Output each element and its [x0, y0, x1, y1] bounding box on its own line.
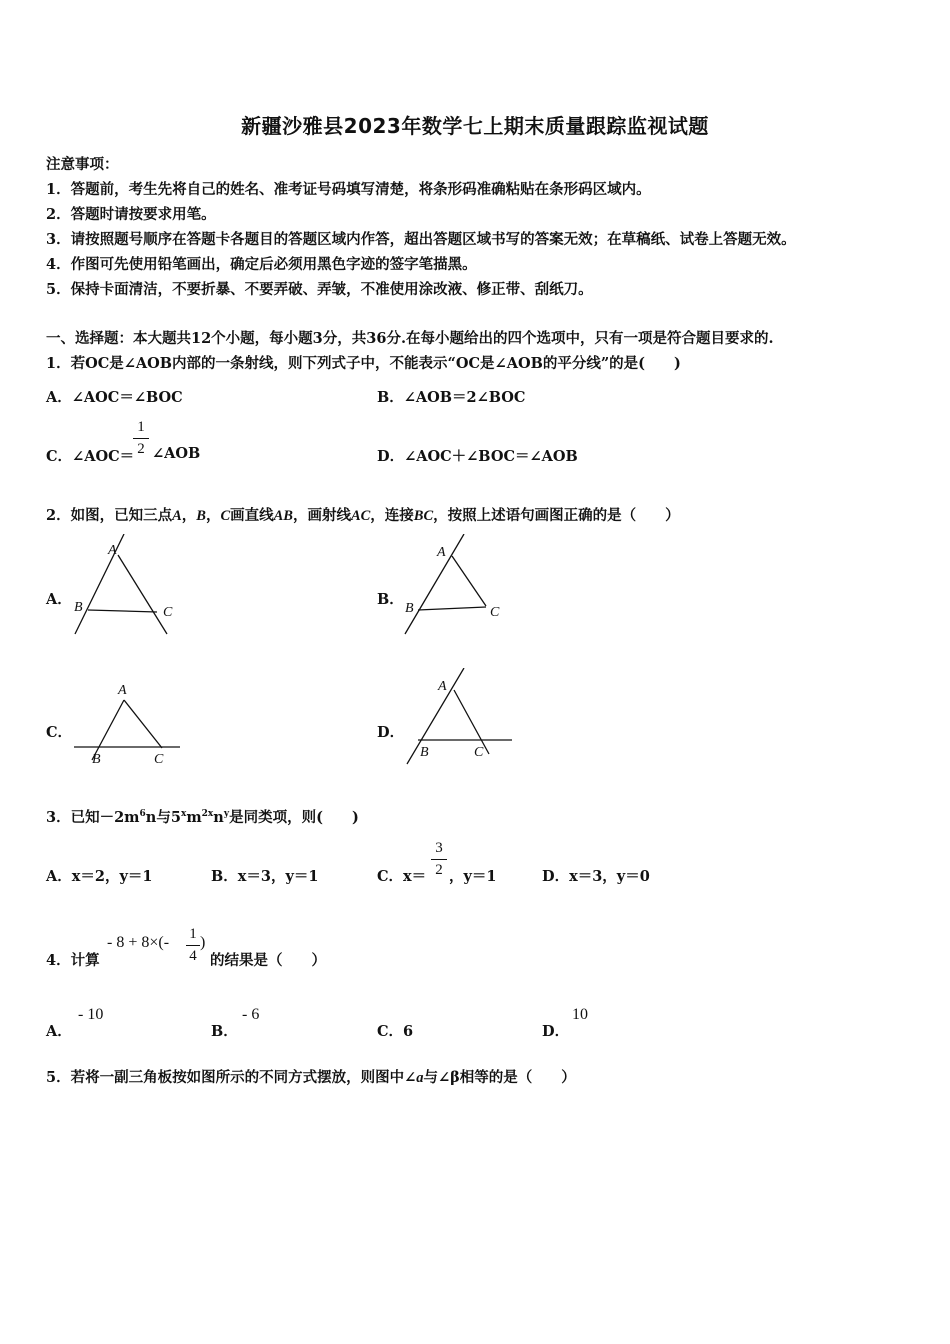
label-b: B: [74, 600, 83, 615]
q2-figure-b: [400, 534, 510, 638]
q3-option-d: D．x＝3，y＝0: [542, 868, 650, 885]
q3-option-c-fraction: [431, 840, 447, 879]
fraction-numerator: 3: [435, 840, 443, 856]
section-heading: 一、选择题：本大题共12个小题，每小题3分，共36分.在每小题给出的四个选项中，只有一项是符合题目要求的.: [46, 330, 774, 347]
notice-item: 1．答题前，考生先将自己的姓名、准考证号码填写清楚，将条形码准确粘贴在条形码区域内。: [46, 181, 651, 198]
fraction-denominator: 4: [189, 948, 197, 964]
q4-option-b-label: B．: [211, 1023, 238, 1040]
q4-close-paren: ): [200, 934, 206, 951]
fraction-bar: [186, 945, 200, 946]
q1-option-c-fraction: [133, 419, 149, 458]
label-c: C: [163, 605, 173, 620]
notice-heading: 注意事项：: [46, 156, 119, 173]
label-a: A: [118, 683, 127, 698]
q4-option-c: C．6: [377, 1023, 414, 1040]
q3-stem: [46, 806, 359, 827]
fraction-numerator: 1: [137, 419, 145, 435]
q5-stem-text: 5．若将一副三角板按如图所示的不同方式摆放，则图中∠: [46, 1069, 417, 1086]
label-a: A: [438, 679, 447, 694]
page-title: 新疆沙雅县2023年数学七上期末质量跟踪监视试题: [241, 114, 709, 138]
q3-stem-text: n与5: [145, 809, 181, 826]
q2-stem-text: ，画射线: [292, 507, 351, 524]
q5-stem: [46, 1066, 576, 1087]
q2-point-a: A: [172, 508, 182, 524]
q3-stem-text: 是同类项，则( ): [229, 809, 359, 826]
q2-option-c-label: C．: [46, 724, 73, 741]
q3-stem-text: 3．已知－2m: [46, 809, 140, 826]
q1-option-b: B．∠AOB＝2∠BOC: [377, 389, 526, 406]
q4-option-d-label: D．: [542, 1023, 570, 1040]
q4-expression: - 8 + 8×(-: [107, 934, 170, 951]
q3-option-c-prefix: C．x＝: [377, 868, 427, 885]
q2-point-b: B: [196, 508, 206, 524]
q2-figure-d: [402, 668, 516, 768]
q3-stem-text: n: [213, 809, 224, 826]
fraction-denominator: 2: [137, 441, 145, 457]
q2-segment-bc: BC: [413, 508, 434, 524]
q2-option-d-label: D．: [377, 724, 405, 741]
notice-item: 3．请按照题号顺序在答题卡各题目的答题区域内作答，超出答题区域书写的答案无效；在草稿纸、试卷上答题无效。: [46, 231, 796, 248]
label-a: A: [437, 545, 446, 560]
q2-figure-a: [66, 534, 186, 638]
q2-stem: [46, 504, 680, 525]
q3-exponent: x: [180, 809, 187, 820]
label-c: C: [474, 745, 484, 760]
label-b: B: [405, 601, 414, 616]
label-b: B: [420, 745, 429, 760]
notice-item: 5．保持卡面清洁，不要折暴、不要弄破、弄皱，不准使用涂改液、修正带、刮纸刀。: [46, 281, 593, 298]
q2-option-b-label: B．: [377, 591, 404, 608]
q1-option-c-prefix: C．∠AOC＝: [46, 448, 135, 465]
q4-option-a-value: - 10: [78, 1006, 104, 1023]
q1-option-d: D．∠AOC＋∠BOC＝∠AOB: [377, 448, 578, 465]
q4-prefix: 4．计算: [46, 952, 100, 969]
label-c: C: [490, 605, 500, 620]
fraction-bar: [133, 438, 149, 439]
q2-stem-text: 2．如图，已知三点: [46, 507, 173, 524]
fraction-bar: [431, 859, 447, 860]
q3-exponent: 2x: [201, 809, 214, 820]
notice-item: 2．答题时请按要求用笔。: [46, 206, 216, 223]
q2-separator: ，: [205, 507, 221, 524]
label-a: A: [108, 543, 117, 558]
q3-stem-text: m: [186, 809, 202, 826]
q2-stem-text: ，连接: [370, 507, 414, 524]
q3-exponent: y: [223, 809, 230, 820]
q2-ray-ac: AC: [350, 508, 371, 524]
fraction-denominator: 2: [435, 862, 443, 878]
label-c: C: [154, 752, 164, 767]
label-b: B: [92, 752, 101, 767]
q5-alpha: a: [416, 1070, 424, 1086]
q2-separator: ，: [181, 507, 197, 524]
q4-option-d-value: 10: [572, 1006, 588, 1023]
q2-stem-text: ，按照上述语句画图正确的是（ ）: [433, 507, 680, 524]
q2-option-a-label: A．: [46, 591, 72, 608]
fraction-numerator: 1: [189, 926, 197, 942]
q2-line-ab: AB: [273, 508, 293, 524]
q3-exponent: 6: [139, 809, 146, 820]
q2-stem-text: 画直线: [230, 507, 274, 524]
q3-option-c-suffix: ，y＝1: [449, 868, 497, 885]
q1-stem: 1．若OC是∠AOB内部的一条射线，则下列式子中，不能表示“OC是∠AOB的平分线”的是( ): [46, 355, 681, 372]
q1-option-c-suffix: ∠AOB: [152, 445, 201, 462]
q2-point-c: C: [220, 508, 231, 524]
q4-option-a-label: A．: [46, 1023, 72, 1040]
q5-stem-text: 与∠β相等的是（ ）: [423, 1069, 576, 1086]
q2-figure-c: [72, 678, 184, 770]
notice-item: 4．作图可先使用铅笔画出，确定后必须用黑色字迹的签字笔描黑。: [46, 256, 477, 273]
q3-option-b: B．x＝3，y＝1: [211, 868, 319, 885]
q1-option-a: A．∠AOC＝∠BOC: [46, 389, 183, 406]
q4-fraction: [186, 926, 200, 965]
q4-suffix: 的结果是（ ）: [210, 952, 326, 969]
q3-option-a: A．x＝2，y＝1: [46, 868, 153, 885]
q4-option-b-value: - 6: [242, 1006, 260, 1023]
